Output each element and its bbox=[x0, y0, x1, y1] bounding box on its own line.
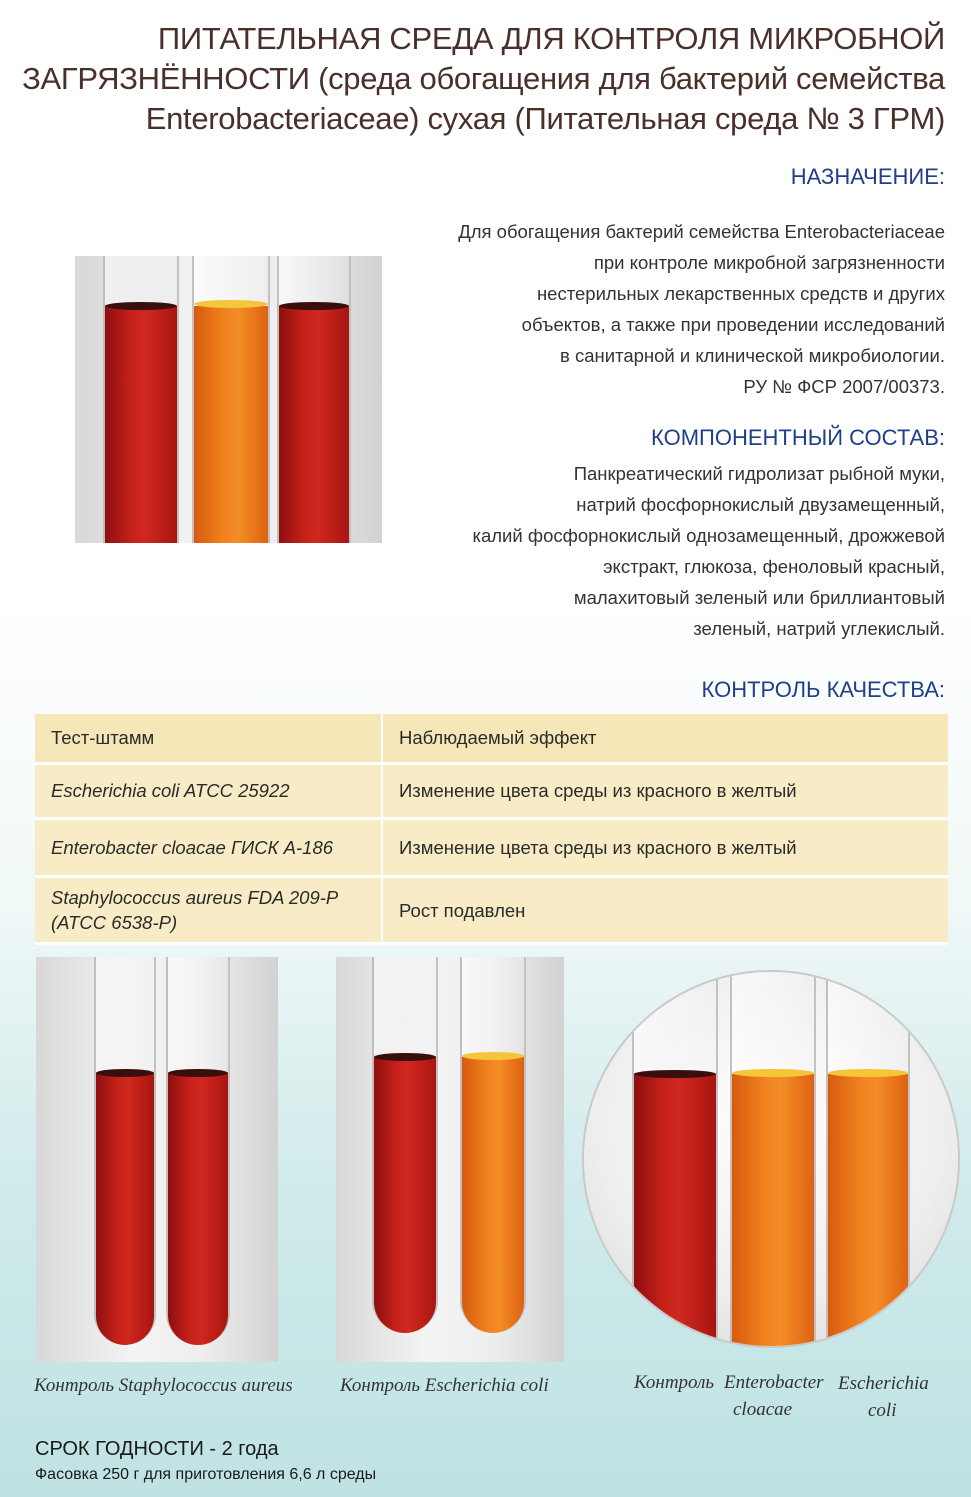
composition-line: натрий фосфорнокислый двузамещенный, bbox=[576, 494, 945, 515]
composition-line: экстракт, глюкоза, феноловый красный, bbox=[603, 556, 945, 577]
table-row bbox=[35, 877, 948, 944]
composition-line: зеленый, натрий углекислый. bbox=[693, 618, 945, 639]
composition-text bbox=[472, 458, 945, 644]
column-header-strain: Тест-штамм bbox=[35, 714, 382, 764]
caption-photo-3-escherichia: Escherichia bbox=[838, 1373, 929, 1394]
strain-cell bbox=[35, 877, 382, 944]
purpose-line: объектов, а также при проведении исследований bbox=[521, 314, 945, 335]
caption-photo-1: Контроль Staphylococcus aureus bbox=[34, 1375, 293, 1396]
title-line-2: ЗАГРЯЗНЁННОСТИ (среда обогащения для бактерий семейства bbox=[22, 61, 945, 96]
purpose-heading: НАЗНАЧЕНИЕ: bbox=[790, 164, 945, 189]
caption-photo-3-enterobacter: Enterobacter bbox=[724, 1372, 824, 1393]
purpose-text bbox=[458, 216, 945, 402]
caption-photo-3-cloacae: cloacae bbox=[733, 1399, 793, 1420]
table-row bbox=[35, 819, 948, 877]
caption-photo-2: Контроль Escherichia coli bbox=[340, 1375, 549, 1396]
composition-heading: КОМПОНЕНТНЫЙ СОСТАВ: bbox=[651, 425, 945, 450]
table-header-row bbox=[35, 714, 948, 764]
packaging: Фасовка 250 г для приготовления 6,6 л среды bbox=[35, 1466, 377, 1483]
caption-photo-3-control: Контроль bbox=[634, 1372, 714, 1393]
strain-line: (ATCC 6538-P) bbox=[51, 912, 178, 933]
purpose-line: Для обогащения бактерий семейства Enterobacteriaceae bbox=[458, 221, 945, 242]
strain-line: Staphylococcus aureus FDA 209-P bbox=[51, 887, 339, 908]
photo-staph-aureus bbox=[36, 957, 278, 1362]
photo-e-coli bbox=[336, 957, 564, 1362]
title-line-3: Enterobacteriaceae) сухая (Питательная среда № 3 ГРМ) bbox=[145, 101, 945, 136]
photo-three-tubes bbox=[75, 256, 382, 543]
caption-photo-3-coli: coli bbox=[868, 1400, 897, 1421]
table-row bbox=[35, 764, 948, 819]
quality-table bbox=[35, 714, 948, 945]
quality-heading: КОНТРОЛЬ КАЧЕСТВА: bbox=[701, 677, 945, 702]
purpose-line: при контроле микробной загрязненности bbox=[593, 252, 945, 273]
purpose-line: РУ № ФСР 2007/00373. bbox=[743, 376, 945, 397]
purpose-line: в санитарной и клинической микробиологии. bbox=[560, 345, 945, 366]
strain-cell: Escherichia coli ATCC 25922 bbox=[35, 764, 382, 819]
effect-cell: Рост подавлен bbox=[382, 877, 948, 944]
composition-line: малахитовый зеленый или бриллиантовый bbox=[573, 587, 945, 608]
column-header-effect: Наблюдаемый эффект bbox=[382, 714, 948, 764]
composition-line: Панкреатический гидролизат рыбной муки, bbox=[573, 463, 945, 484]
effect-cell: Изменение цвета среды из красного в желтый bbox=[382, 819, 948, 877]
title-line-1: ПИТАТЕЛЬНАЯ СРЕДА ДЛЯ КОНТРОЛЯ МИКРОБНОЙ bbox=[157, 21, 945, 56]
photo-circle-three-tubes bbox=[582, 970, 960, 1348]
strain-cell: Enterobacter cloacae ГИСК А-186 bbox=[35, 819, 382, 877]
effect-cell: Изменение цвета среды из красного в желтый bbox=[382, 764, 948, 819]
composition-line: калий фосфорнокислый однозамещенный, дрожжевой bbox=[472, 525, 945, 546]
purpose-line: нестерильных лекарственных средств и других bbox=[536, 283, 945, 304]
shelf-life: СРОК ГОДНОСТИ - 2 года bbox=[35, 1438, 279, 1460]
